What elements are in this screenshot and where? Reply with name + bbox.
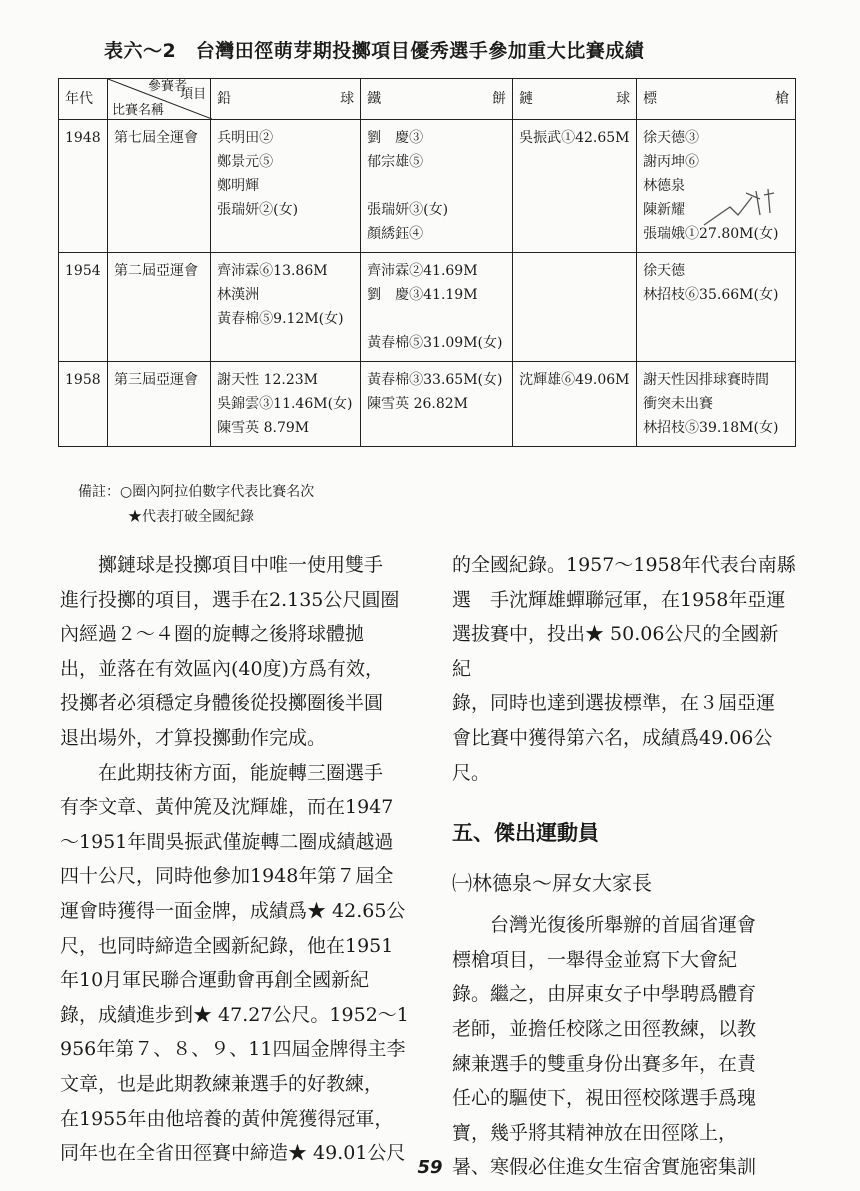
header-discus-a: 鐵	[367, 91, 382, 107]
body-text-line: 選拔賽中，投出★ 50.06公尺的全國新紀	[452, 623, 779, 680]
body-text-line: 四十公尺，同時他參加1948年第７屆全	[60, 865, 394, 888]
cell-shot-put-line: 張瑞妍②(女)	[217, 202, 299, 218]
section-heading: 五、傑出運動員	[452, 821, 599, 846]
header-javelin-a: 標	[643, 91, 658, 107]
body-text-line: 文章，也是此期教練兼選手的好教練，	[60, 1072, 384, 1095]
cell-discus-line: 黃春棉⑤31.09M(女)	[367, 335, 503, 351]
note-rank: 備註：○圈內阿拉伯數字代表比賽名次	[78, 484, 315, 500]
body-text-line: 寶，幾乎將其精神放在田徑隊上，	[452, 1121, 738, 1144]
cell-hammer-line	[519, 259, 630, 283]
body-text-line: 內經過２～４圈的旋轉之後將球體拋	[60, 623, 365, 646]
body-text-line: 尺。	[452, 761, 491, 784]
body-text-line: 尺，也同時締造全國新紀錄，他在1951	[60, 934, 394, 957]
cell-shot-put-line	[217, 222, 354, 246]
cell-javelin-line: 謝天性因排球賽時間	[643, 372, 770, 388]
cell-hammer	[513, 253, 637, 362]
body-text-line: 同年也在全省田徑賽中締造★ 49.01公尺	[60, 1142, 406, 1165]
cell-javelin	[637, 253, 796, 362]
header-hammer-b: 球	[616, 91, 631, 107]
cell-year: 1958	[59, 362, 108, 447]
cell-shot-put-line: 兵明田②	[217, 130, 274, 146]
cell-discus-line: 陳雪英 26.82M	[367, 396, 468, 412]
cell-javelin-line: 林招枝⑤39.18M(女)	[643, 420, 779, 436]
cell-shot-put-line: 黃春棉⑤9.12M(女)	[217, 311, 344, 327]
header-year: 年代	[59, 79, 108, 120]
body-text-line: 在此期技術方面，能旋轉三圈選手	[60, 761, 384, 784]
cell-javelin-line: 陳新耀	[643, 202, 686, 218]
body-text-line: 退出場外，才算投擲動作完成。	[60, 726, 327, 749]
body-text-line: 956年第７、８、９、11四屆金牌得主李	[60, 1038, 406, 1061]
right-column-top	[452, 548, 797, 790]
cell-year: 1954	[59, 253, 108, 362]
header-javelin	[637, 79, 796, 120]
cell-hammer-line: 沈輝雄⑥49.06M	[519, 372, 630, 388]
cell-hammer	[513, 362, 637, 447]
body-text-line: 出，並落在有效區內(40度)方爲有效，	[60, 657, 385, 680]
table-title: 表六～2 台灣田徑萌芽期投擲項目優秀選手參加重大比賽成績	[104, 40, 645, 62]
page-number: 59	[417, 1157, 443, 1178]
cell-discus-line	[367, 174, 506, 198]
cell-shot-put	[211, 120, 361, 253]
cell-javelin-line: 衝突未出賽	[643, 396, 714, 412]
cell-shot-put-line: 吳錦雲③11.46M(女)	[217, 396, 353, 412]
note-record: ★代表打破全國紀錄	[128, 509, 254, 525]
cell-event: 第二屆亞運會	[107, 253, 210, 362]
cell-javelin-line: 張瑞娥①27.80M(女)	[643, 226, 779, 242]
cell-javelin	[637, 362, 796, 447]
cell-discus-line: 齊沛霖②41.69M	[367, 263, 478, 279]
header-item: 項目	[180, 87, 207, 102]
cell-shot-put-line: 林漢洲	[217, 287, 260, 303]
header-hammer	[513, 79, 637, 120]
cell-javelin-line: 林德泉	[643, 178, 686, 194]
cell-discus-line: 劉 慶③	[367, 130, 424, 146]
cell-javelin-line: 徐天德	[643, 263, 686, 279]
body-text-line: 的全國紀錄。1957～1958年代表台南縣	[452, 554, 796, 576]
table-row	[59, 253, 796, 362]
cell-hammer	[513, 120, 637, 253]
body-text-line: 運會時獲得一面金牌，成績爲★ 42.65公	[60, 899, 406, 922]
body-text-line: 會比賽中獲得第六名，成績爲49.06公	[452, 726, 773, 749]
body-text-line: 暑、寒假必住進女生宿舍實施密集訓	[452, 1156, 757, 1179]
body-text-line: 投擲者必須穩定身體後從投擲圈後半圓	[60, 692, 384, 715]
cell-discus-line: 黃春棉③33.65M(女)	[367, 372, 503, 388]
body-text-line: 在1955年由他培養的黃仲箎獲得冠軍，	[60, 1107, 394, 1130]
body-text-line: 錄，同時也達到選拔標準，在３屆亞運	[452, 692, 776, 715]
header-shot-a: 鉛	[217, 91, 232, 107]
cell-year: 1948	[59, 120, 108, 253]
cell-shot-put	[211, 362, 361, 447]
cell-discus-line: 張瑞妍③(女)	[367, 202, 449, 218]
body-text-line: 有李文章、黃仲箎及沈輝雄，而在1947	[60, 796, 394, 819]
handwritten-mark	[700, 185, 780, 235]
table-header-row	[59, 79, 796, 120]
cell-shot-put-line: 鄭明輝	[217, 178, 260, 194]
cell-discus-line	[367, 307, 506, 331]
results-table	[58, 78, 796, 447]
header-diagonal-cell	[107, 79, 210, 120]
table-body	[59, 120, 796, 447]
body-text-line: 進行投擲的項目，選手在2.135公尺圓圈	[60, 588, 400, 611]
header-participant: 參賽者	[147, 79, 187, 94]
cell-discus	[361, 362, 513, 447]
right-column-bottom	[452, 908, 797, 1185]
body-text-line: 錄。繼之，由屏東女子中學聘爲體育	[452, 983, 757, 1006]
cell-discus	[361, 120, 513, 253]
cell-event: 第三屆亞運會	[107, 362, 210, 447]
right-column	[452, 548, 797, 1185]
body-text-line: 擲鏈球是投擲項目中唯一使用雙手	[60, 554, 384, 576]
cell-javelin-line: 徐天德③	[643, 130, 700, 146]
cell-discus-line: 顏綉鈺④	[367, 226, 424, 242]
header-shot-put	[211, 79, 361, 120]
subsection-heading: ㈠林德泉～屏女大家長	[452, 871, 652, 896]
body-text-line: ～1951年間吳振武僅旋轉二圈成績越過	[60, 830, 394, 853]
left-column	[60, 548, 412, 1171]
cell-discus-line: 劉 慶③41.19M	[367, 287, 478, 303]
cell-hammer-line: 吳振武①42.65M	[519, 130, 630, 146]
cell-shot-put	[211, 253, 361, 362]
header-javelin-b: 槍	[775, 91, 789, 107]
cell-javelin-line: 謝丙坤⑥	[643, 154, 700, 170]
cell-shot-put-line: 陳雪英 8.79M	[217, 420, 310, 436]
header-event-name: 比賽名稱	[111, 103, 164, 118]
cell-event: 第七屆全運會	[107, 120, 210, 253]
cell-javelin-line: 林招枝⑥35.66M(女)	[643, 287, 779, 303]
header-discus-b: 餅	[492, 91, 507, 107]
body-text-line: 標槍項目，一舉得金並寫下大會紀	[452, 948, 738, 971]
cell-discus	[361, 253, 513, 362]
header-hammer-a: 鏈	[519, 91, 534, 107]
body-text-line: 老師，並擔任校隊之田徑教練，以教	[452, 1017, 757, 1040]
cell-shot-put-line: 齊沛霖⑥13.86M	[217, 263, 328, 279]
table-row	[59, 120, 796, 253]
cell-shot-put-line	[217, 331, 354, 355]
body-text-line: 練兼選手的雙重身份出賽多年，在責	[452, 1052, 757, 1075]
cell-shot-put-line: 謝天性 12.23M	[217, 372, 319, 388]
header-shot-b: 球	[340, 91, 355, 107]
table-notes	[78, 480, 314, 530]
body-text-line: 年10月軍民聯合運動會再創全國新紀	[60, 969, 370, 992]
body-text-line: 台灣光復後所舉辦的首屆省運會	[452, 914, 757, 937]
body-text-line: 任心的驅使下，視田徑校隊選手爲瑰	[452, 1087, 757, 1110]
cell-discus-line: 郁宗雄⑤	[367, 154, 424, 170]
cell-shot-put-line: 鄭景元⑤	[217, 154, 274, 170]
table-row	[59, 362, 796, 447]
body-text-line: 選 手沈輝雄蟬聯冠軍，在1958年亞運	[452, 588, 786, 611]
body-text-line: 錄，成績進步到★ 47.27公尺。1952～1	[60, 1003, 409, 1026]
header-discus	[361, 79, 513, 120]
